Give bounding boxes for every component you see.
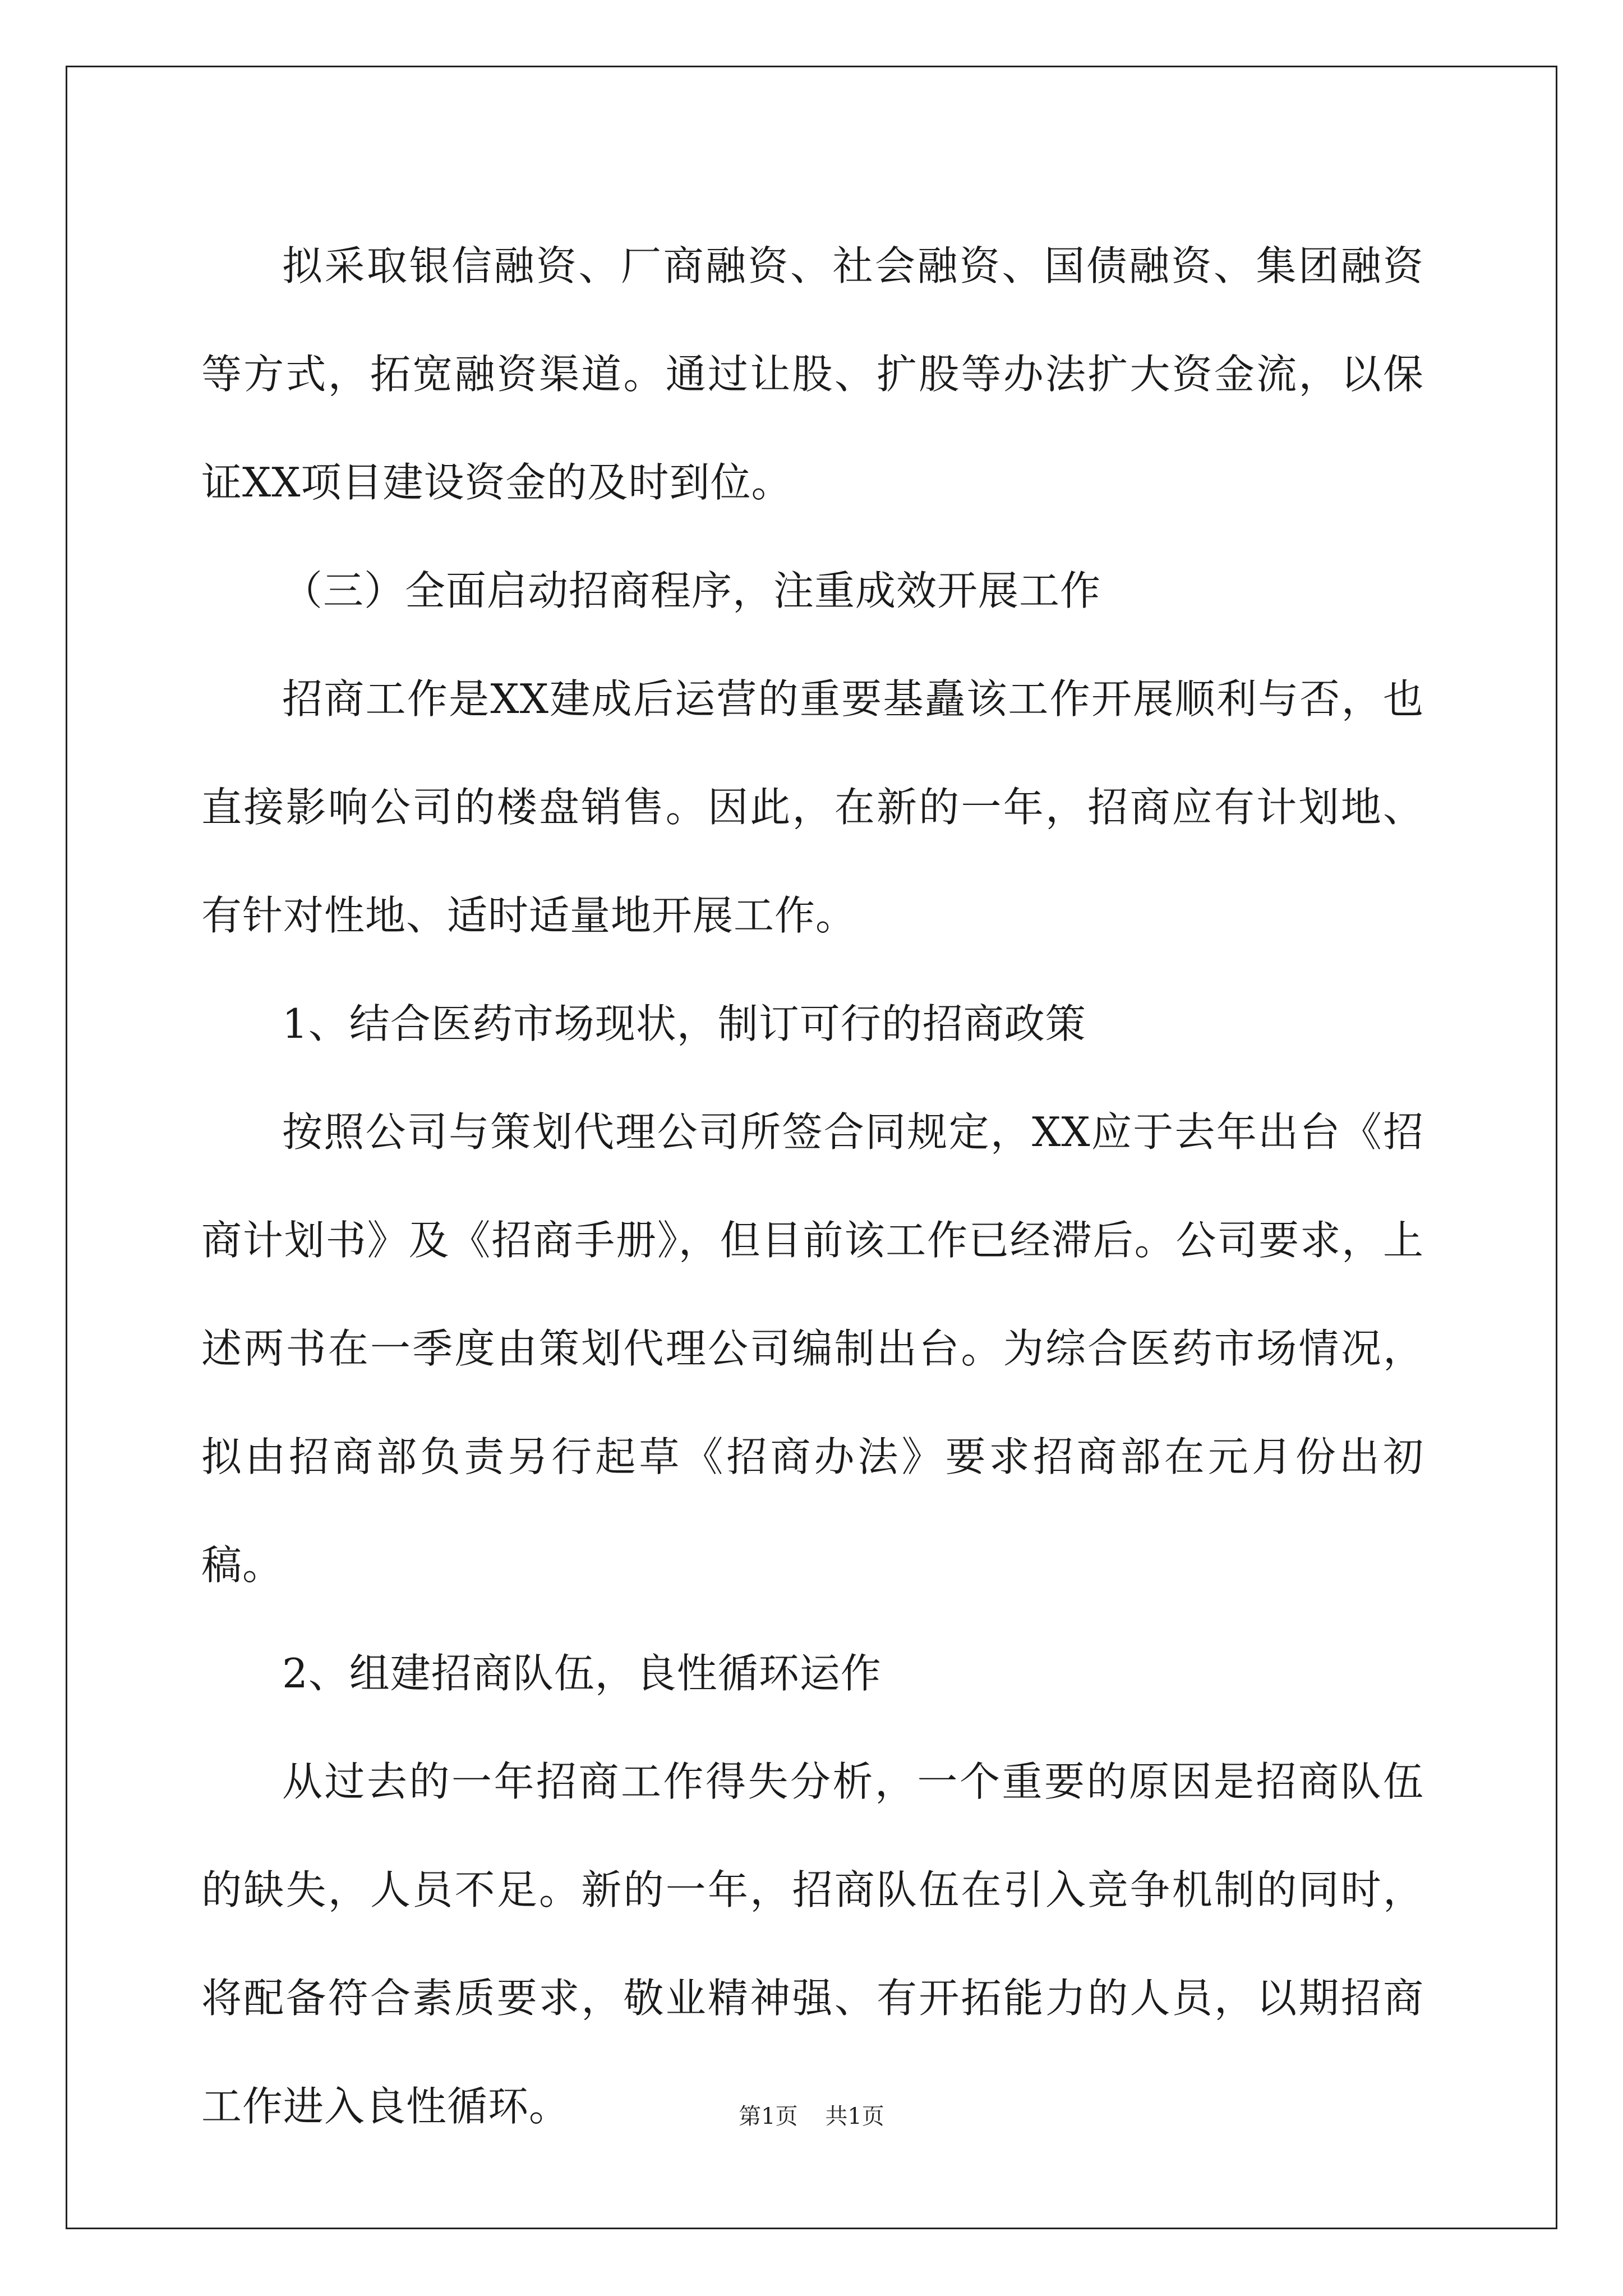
document-body [201,212,1424,2161]
paragraph-financing: 拟采取银信融资、厂商融资、社会融资、国债融资、集团融资等方式，拓宽融资渠道。通过让股、扩股等办法扩大资金流，以保证XX项目建设资金的及时到位。 [201,242,1424,506]
subheading-team: 2、组建招商队伍，良性循环运作 [282,1650,882,1697]
page-footer [0,2102,1623,2131]
section-heading-three: （三）全面启动招商程序，注重成效开展工作 [282,567,1101,614]
subheading-policy: 1、结合医药市场现状，制订可行的招商政策 [282,1000,1086,1047]
page-total: 共1页 [825,2104,884,2129]
paragraph-policy: 按照公司与策划代理公司所签合同规定，XX应于去年出台《招商计划书》及《招商手册》，但目前该工作已经滞后。公司要求，上述两书在一季度由策划代理公司编制出台。为综合医药市场情况，拟由招商部负责另行起草《招商办法》要求招商部在元月份出初稿。 [201,1108,1424,1589]
paragraph-team: 从过去的一年招商工作得失分析，一个重要的原因是招商队伍的缺失，人员不足。新的一年，招商队伍在引入竞争机制的同时，将配备符合素质要求，敬业精神强、有开拓能力的人员，以期招商工作进入良性循环。 [201,1758,1424,2130]
paragraph-investment-work: 招商工作是XX建成后运营的重要基矗该工作开展顺利与否，也直接影响公司的楼盘销售。因此，在新的一年，招商应有计划地、有针对性地、适时适量地开展工作。 [201,675,1424,939]
page-number: 第1页 [739,2104,798,2129]
